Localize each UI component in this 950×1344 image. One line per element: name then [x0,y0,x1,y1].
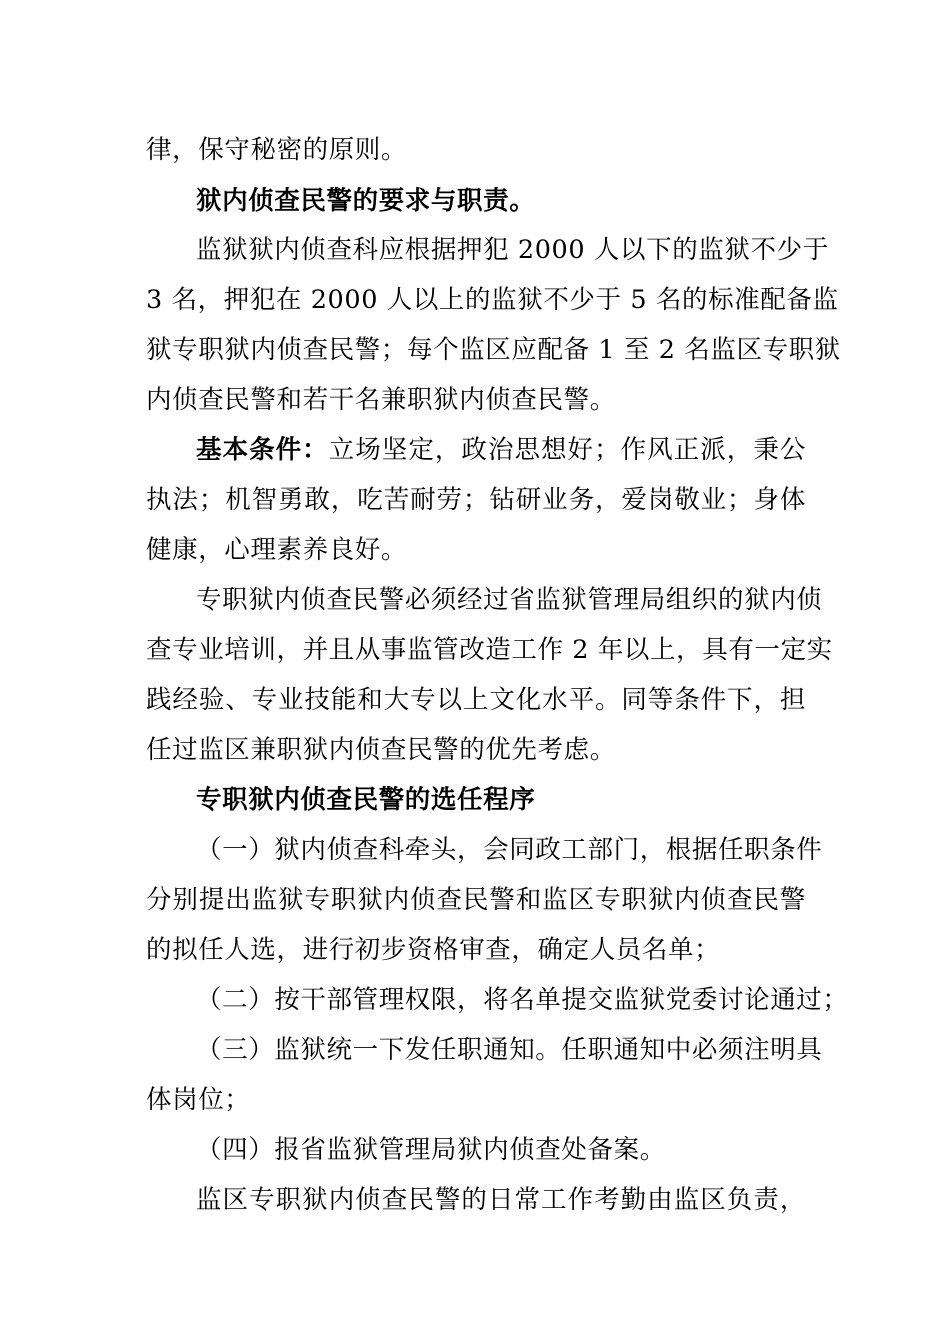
paragraph-line: 监狱狱内侦查科应根据押犯 2000 人以下的监狱不少于 [196,235,829,265]
paragraph-line: （三）监狱统一下发任职通知。任职通知中必须注明具 [196,1035,823,1065]
paragraph-line: 健康，心理素养良好。 [146,535,408,565]
paragraph-line: （二）按干部管理权限，将名单提交监狱党委讨论通过； [196,985,849,1015]
paragraph-line: 专职狱内侦查民警必须经过省监狱管理局组织的狱内侦 [196,585,823,615]
paragraph-line: 内侦查民警和若干名兼职狱内侦查民警。 [146,385,616,415]
paragraph-line: 律，保守秘密的原则。 [146,135,408,165]
paragraph-line: 狱专职狱内侦查民警；每个监区应配备 1 至 2 名监区专职狱 [146,335,841,365]
paragraph-line: 的拟任人选，进行初步资格审查，确定人员名单； [146,935,721,965]
paragraph-line [196,432,806,468]
paragraph-line: 监区专职狱内侦查民警的日常工作考勤由监区负责， [196,1185,806,1215]
inline-text: 立场坚定，政治思想好；作风正派，秉公 [328,435,806,465]
paragraph-line: （一）狱内侦查科牵头，会同政工部门，根据任职条件 [196,835,823,865]
section-heading: 狱内侦查民警的要求与职责。 [196,186,536,216]
section-heading: 专职狱内侦查民警的选任程序 [196,785,536,815]
paragraph-line: 3 名，押犯在 2000 人以上的监狱不少于 5 名的标准配备监 [146,285,839,315]
paragraph-line: 任过监区兼职狱内侦查民警的优先考虑。 [146,735,616,765]
inline-bold-label: 基本条件： [196,435,329,465]
paragraph-line: 查专业培训，并且从事监管改造工作 2 年以上，具有一定实 [146,635,833,665]
paragraph-line: 体岗位； [146,1085,251,1115]
paragraph-line: 践经验、专业技能和大专以上文化水平。同等条件下，担 [146,685,806,715]
paragraph-line: 分别提出监狱专职狱内侦查民警和监区专职狱内侦查民警 [146,885,806,915]
paragraph-line: 执法；机智勇敢，吃苦耐劳；钻研业务，爱岗敬业；身体 [146,485,806,515]
paragraph-line: （四）报省监狱管理局狱内侦查处备案。 [196,1135,666,1165]
